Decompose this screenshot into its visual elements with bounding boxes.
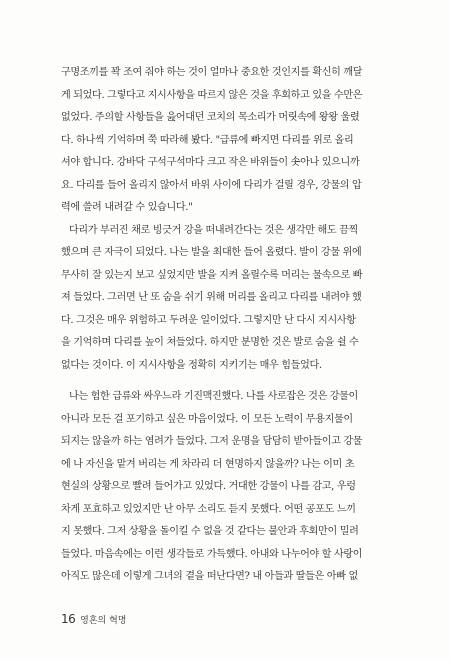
text-line: 없었다. 주의할 사항들을 읊어대던 코치의 목소리가 머릿속에 왕왕 울렸 <box>61 112 360 123</box>
paragraph <box>61 62 406 220</box>
page-number: 16 <box>61 612 76 626</box>
text-line: 게 되었다. 그렇다고 지시사항을 따르지 않은 것을 후회하고 있을 수만은 <box>61 89 363 101</box>
text-line: 없다는 것이다. 이 지시사항을 정확히 지키기는 매우 힘들었다. <box>61 359 322 371</box>
text-line: 차게 포효하고 있었지만 난 아무 소리도 듣지 못했다. 어떤 공포도 느끼 <box>61 503 356 515</box>
paragraph <box>61 386 406 589</box>
text-line: 지 못했다. 그저 상황을 돌이킬 수 없을 것 같다는 불안과 후회만이 밀려 <box>61 526 359 537</box>
text-line: 다리가 부러진 채로 빙긋거 강을 떠내려간다는 것은 생각만 해도 끔찍 <box>69 224 358 236</box>
text-line: 구명조끼를 꽉 조여 줘야 하는 것이 얼마나 중요한 것인지를 확신히 깨달 <box>61 67 363 78</box>
paragraph-gap <box>61 377 406 386</box>
text-line: 나는 험한 급류와 싸우느라 기진맥진했다. 나를 사로잡은 것은 강물이 <box>69 391 358 402</box>
text-line: 현실의 상황으로 빨려 들어가고 있었다. 거대한 강물이 나를 감고, 우렁 <box>61 481 356 492</box>
text-line: 했으며 큰 자극이 되었다. 나는 발을 최대한 들어 올렸다. 발이 강물 위에 <box>61 247 362 258</box>
text-line: 셔야 합니다. 강바닥 구석구석마다 크고 작은 바위들이 솟아나 있으니까 <box>61 157 360 168</box>
text-line: 아직도 많은데 이렇게 그녀의 곁을 떠난다면? 내 아들과 딸들은 아빠 없 <box>61 571 358 582</box>
text-line: 다. 그것은 매우 위험하고 두려운 일이었다. 그렇지만 난 다시 지시사항 <box>61 314 356 326</box>
paragraph <box>61 220 406 378</box>
text-line: 들었다. 마음속에는 이런 생각들로 가득했다. 아내와 나누어야 할 사랑이 <box>61 548 363 560</box>
text-line: 무사히 잘 있는지 보고 싶었지만 발을 지켜 올릴수록 머리는 물속으로 빠 <box>61 269 363 281</box>
text-line: 아니라 모든 걸 포기하고 싶은 마음이었다. 이 모든 노력이 무용지물이 <box>61 413 353 425</box>
running-title: 영혼의 혁명 <box>80 616 127 626</box>
body-text <box>61 62 406 589</box>
text-line: 에 나 자신을 맡겨 버리는 게 차라리 더 현명하지 않을까? 나는 이미 초 <box>61 458 355 470</box>
text-line: 력에 쓸려 내려갈 수 있습니다." <box>61 202 193 213</box>
text-line: 다. 하나씩 기억하며 쭉 따라해 봤다. "급류에 빠지면 다리를 위로 올리 <box>61 134 354 146</box>
text-line: 져 들었다. 그러면 난 또 숨을 쉬기 위해 머리를 올리고 다리를 내려야 했 <box>61 292 362 303</box>
text-line: 요. 다리를 들어 올리지 않아서 바위 사이에 다리가 걸릴 경우, 강물의 압 <box>61 179 362 191</box>
text-line: 을 기억하며 다리를 높이 쳐들었다. 하지만 분명한 것은 발로 숨을 쉴 수 <box>61 337 359 348</box>
text-line: 되지는 않을까 하는 염려가 들었다. 그저 운명을 담담히 받아들이고 강물 <box>61 436 363 447</box>
page-footer <box>61 612 127 626</box>
